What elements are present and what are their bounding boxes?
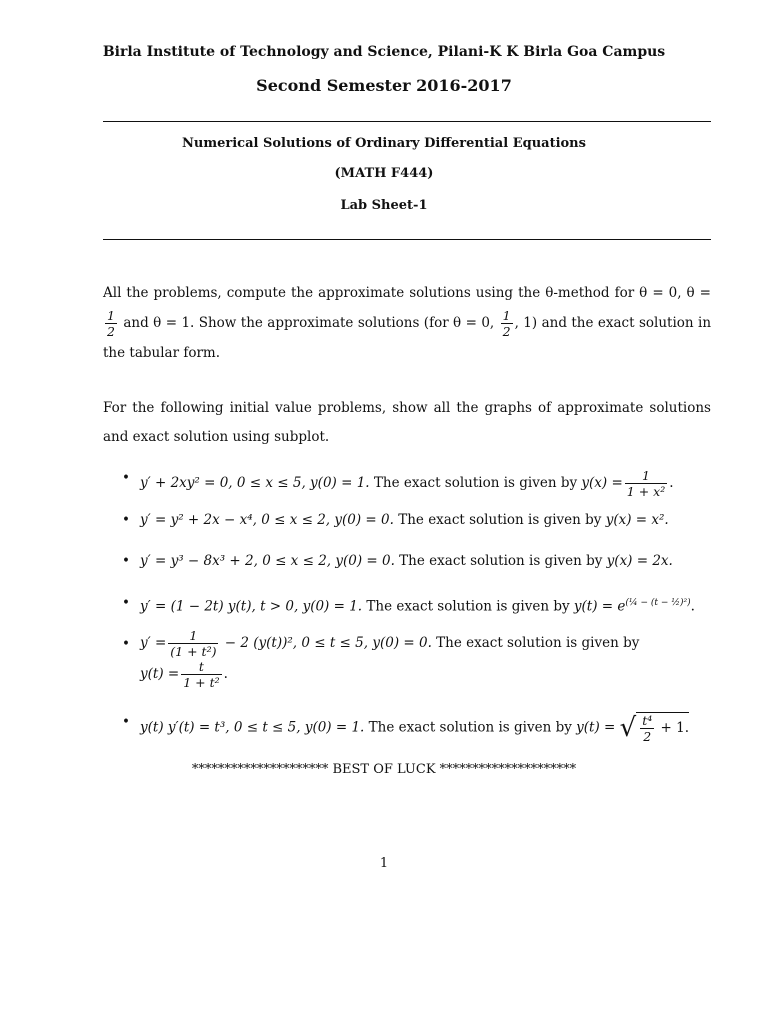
top-divider	[103, 121, 711, 122]
page-number: 1	[379, 856, 389, 871]
best-of-luck-line: ********************* BEST OF LUCK *********************	[191, 762, 577, 777]
sheet-title: Lab Sheet-1	[340, 198, 428, 213]
document-page: Birla Institute of Technology and Science, Pilani-K K Birla Goa Campus Second Semester 2016-2017 Numerical Solutions of Ordinary Differential Equations (MATH F444) Lab Sheet-1 All the problems, compute the approximate solutions using the θ-method for θ = 0, θ = $\frac{1}{2}$ and θ = 1. Show the approximate solutions (for θ = 0, $\frac{1}{2}$ , 1) and the exact solution in the tabular form. For the following initial value problems, show all the graphs of approximate solutions and exact solution using subplot. • y′ + 2xy² = 0, 0 ≤ x ≤ 5, y(0) = 1. The exact solution is given by y(x) = $\frac{1}{\text{1 + x²}}$ . • y′ = y² + 2x − x⁴, 0 ≤ x ≤ 2, y(0) = 0. The exact solution is given by y(x) = x². • y′ = y³ − 8x³ + 2, 0 ≤ x ≤ 2, y(0) = 0. The exact solution is given by y(x) = 2x. • y′ = (1 − 2t) y(t), t > 0, y(0) = 1. The exact solution is given by $y(t) = e^{(\frac{1}{4} - (t - \frac{1}{2})^2)}$. • y′ = $\frac{1}{\text{(1 + t²)}}$ − 2 (y(t))², 0 ≤ t ≤ 5, y(0) = 0. The exact solution is given by y(t) = $\frac{t}{\text{1 + t²}}$ . • y(t) y′(t) = t³, 0 ≤ t ≤ 5, y(0) = 1. The exact solution is given by y(t) = √ $\frac{\text{t⁴}}{2}$ + 1. ********************* BEST OF LUCK ********************* 1	[0, 0, 768, 1024]
bottom-divider	[103, 239, 711, 240]
solution-fraction: $\frac{1}{\text{1 + x²}}$	[626, 468, 666, 499]
intro-paragraph	[103, 279, 711, 367]
instruction-paragraph: For the following initial value problems, show all the graphs of approximate solutions and exact solution using subplot.	[103, 400, 711, 445]
bullet: •	[122, 595, 130, 611]
bullet: •	[122, 553, 130, 569]
intro-text-b: and θ = 1. Show the approximate solutions (for θ = 0,	[118, 314, 499, 331]
solution-fraction: $\frac{t}{\text{1 + t²}}$	[183, 659, 220, 690]
bullet: •	[122, 470, 130, 486]
institution-name: Birla Institute of Technology and Science, Pilani-K K Birla Goa Campus	[102, 44, 666, 60]
half-fraction: $\frac{1}{2}$	[107, 307, 115, 339]
semester-title: Second Semester 2016-2017	[256, 76, 512, 95]
bullet: •	[122, 512, 130, 528]
course-code: (MATH F444)	[334, 166, 434, 181]
square-root: √ $\frac{\text{t⁴}}{2}$ + 1.	[619, 713, 690, 744]
half-fraction-2: $\frac{1}{2}$	[502, 307, 511, 339]
intro-text-c: , 1) and the exact solution in the tabular form.	[103, 314, 712, 361]
bullet: •	[122, 714, 130, 730]
intro-text-a: All the problems, compute the approximate solutions using the θ-method for θ = 0, θ =	[103, 285, 711, 301]
rhs-fraction: $\frac{1}{\text{(1 + t²)}}$	[170, 628, 217, 659]
course-title: Numerical Solutions of Ordinary Differential Equations	[182, 136, 586, 151]
exponent: (¼ − (t − ½)²)	[625, 598, 691, 608]
bullet: •	[122, 636, 130, 652]
